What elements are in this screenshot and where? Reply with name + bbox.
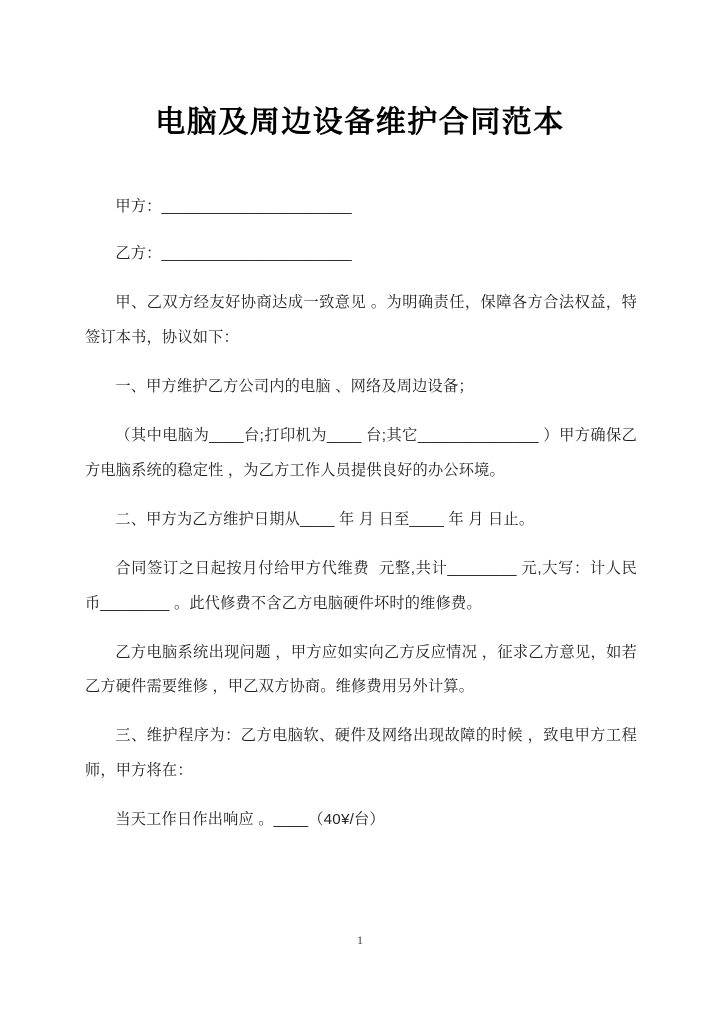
party-b-field: 乙方：______________________ [115,244,352,262]
paragraph-preamble: 甲、乙双方经友好协商达成一致意见 。为明确责任，保障各方合法权益，特签订本书，协议如下： [85,293,637,346]
paragraph-clause-three: 三、维护程序为：乙方电脑软、硬件及网络出现故障的时候 ，致电甲方工程师，甲方将在： [85,727,637,780]
document-body [85,190,637,840]
page-number: 1 [357,933,363,947]
paragraph-clause-one: 一、甲方维护乙方公司内的电脑 、网络及周边设备； [115,377,474,395]
paragraph-clause-one-detail: （其中电脑为____台;打印机为____ 台;其它______________ ）甲方确保乙方电脑系统的稳定性 ，为乙方工作人员提供良好的办公环境。 [85,426,637,479]
page-title: 电脑及周边设备维护合同范本 [155,106,565,140]
paragraph-fault-handling: 乙方电脑系统出现问题 ，甲方应如实向乙方反应情况 ，征求乙方意见，如若乙方硬件需要维修 ，甲乙双方协商。维修费用另外计算。 [85,643,637,696]
paragraph-clause-two: 二、甲方为乙方维护日期从____ 年 月 日至____ 年 月 日止。 [115,510,535,528]
paragraph-fee-terms: 合同签订之日起按月付给甲方代维费 元整,共计________ 元,大写：计人民币________ 。此代修费不含乙方电脑硬件坏时的维修费。 [85,559,637,612]
party-a-field: 甲方：______________________ [115,198,352,215]
paragraph-response-time: 当天工作日作出响应 。____（40¥/台） [115,811,385,829]
